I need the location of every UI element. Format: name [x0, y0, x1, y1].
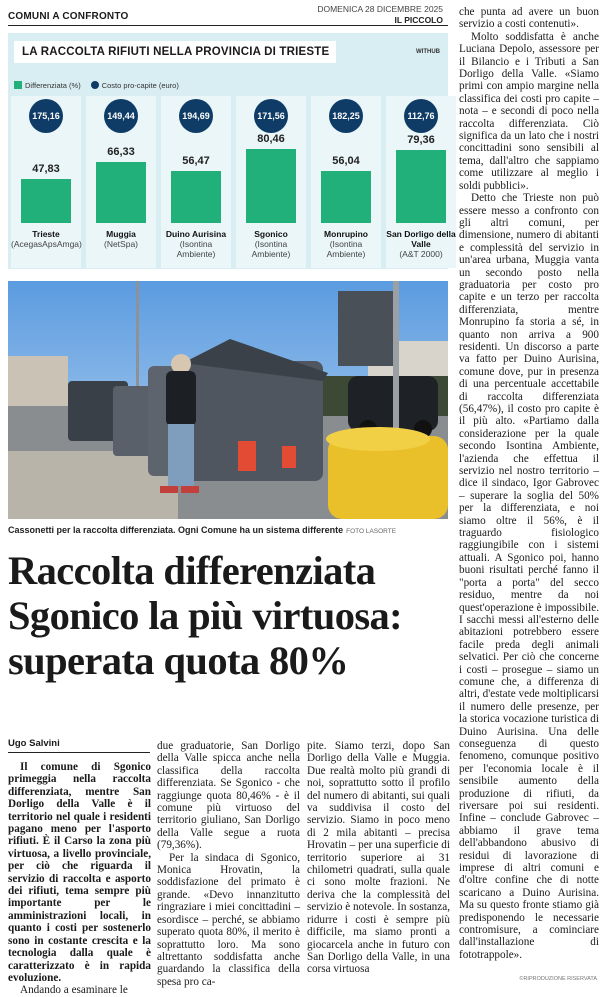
chart-category-name: Muggia [106, 229, 136, 239]
article-paragraph: Per la sindaca di Sgonico, Monica Hrovatin, la soddisfazione del primato è grande. «Devo innanzitutto ringraziare i miei concittadini – esordisce – perché, se abbiamo superato quota 80%, il merito è soprattutto loro. Ma sono altrettanto soddisfatta anche guardando la classifica della spesa pro ca- [157, 851, 300, 988]
byline: Ugo Salvini [8, 738, 150, 753]
chart-cost-circle: 112,76 [404, 99, 438, 133]
chart-bar [246, 149, 296, 223]
chart-cost-circle: 171,56 [254, 99, 288, 133]
chart-category-label [386, 229, 456, 259]
photo-credit: FOTO LASORTE [346, 528, 397, 535]
photo-caption [8, 525, 448, 535]
headline: Raccolta differenziata Sgonico la più virtuosa: superata quota 80% [8, 548, 403, 683]
article-paragraph: pite. Siamo terzi, dopo San Dorligo della Valle e Muggia. Due realtà molto più grandi di noi, soprattutto sotto il profilo del numero di abitanti, sui quali va suddivisa il costo del servizio. Siamo in poco meno di 2 mila abitanti – precisa Hrovatin – per una superficie di territorio superiore ai 31 chilometri quadrati, sulla quale ci sono molte frazioni. Ne deriva che la complessità del servizio è notevole. In sostanza, ridurre i costi è sempre più difficile, ma siamo pronti a giocarcela anche in futuro con San Dorligo della Valle, in una corsa virtuosa [307, 740, 450, 976]
article-paragraph: che punta ad avere un buon servizio a costi contenuti». [459, 6, 599, 31]
chart-bar-value-label: 66,33 [107, 145, 135, 158]
chart-category-label [311, 229, 381, 259]
chart-bar [21, 179, 71, 223]
chart-bar [171, 171, 221, 223]
chart-category-name: Monrupino [324, 229, 368, 239]
chart-category-operator: (AcegasApsAmga) [11, 239, 82, 249]
chart-category-label [86, 229, 156, 249]
article-column-4 [459, 6, 599, 961]
section-label: COMUNI A CONFRONTO [8, 11, 129, 22]
chart-bar [321, 171, 371, 223]
chart-category-operator: (A&T 2000) [399, 249, 443, 259]
chart-bar-value-label: 56,47 [182, 155, 210, 168]
article-paragraph: Molto soddisfatta è anche Luciana Depolo, assessore per il Bilancio e i Tributi a San Dorligo della Valle. «Siamo primi con ampio margine nella classifica dei costi pro capite – nota – e secondi di poco nella raccolta differenziata. Ciò significa da un lato che i nostri concittadini sono sensibili al tema, dall'altro che sappiamo come utilizzare al meglio i soldi pubblici». [459, 30, 599, 192]
chart-bar-value-label: 80,46 [257, 132, 285, 145]
article-paragraph: due graduatorie, San Dorligo della Valle spicca anche nella classifica della raccolta differenziata. Se Sgonico - che raggiunge quota 80,46% - è il comune più virtuoso del territorio giuliano, San Dorligo della Valle segue a ruota (79,36%). [157, 740, 300, 852]
newspaper-name: IL PICCOLO [394, 15, 443, 25]
legend-differenziata-label: Differenziata (%) [25, 81, 81, 90]
article-lead-paragraph: Il comune di Sgonico primeggia nella raccolta differenziata, mentre San Dorligo della Valle è il territorio nel quale i residenti pagano meno per l'asporto rifiuti. È il Carso la zona più virtuosa, a livello provinciale, per ciò che riguarda il servizio di raccolta e asporto dei rifiuti, tema sempre più importante per le amministrazioni locali, in quanto i costi per sostenerlo sono in costante crescita e la tecnologia dalla quale è caratterizzato è in rapida evoluzione. [8, 761, 151, 984]
caption-text: Cassonetti per la raccolta differenziata. Ogni Comune ha un sistema differente [8, 525, 344, 535]
article-paragraph: Detto che Trieste non può essere messo a confronto con gli altri comuni, per dimensione, numero di abitanti e complessità del servizio in un'area urbana, Muggia vanta un secondo posto nella graduatoria per costo pro capite e un terzo per raccolta differenziata, mentre Monrupino fa storia a sé, in quanto non arriva a 900 residenti. Un discorso a parte va fatto per Duino Aurisina, comune dove, pur in presenza di una percentuale accettabile di raccolta differenziata (56,47%), il costo pro capite è il più alto. «Partiamo dalla considerazione per la quale secondo Isontina Ambiente, l'azienda che effettua il servizio nel nostro territorio – dice il sindaco, Igor Gabrovec – superare la soglia del 50% per la differenziata, e noi siamo oltre il 56%, è il traguardo fisiologico raggiungibile con i sistemi attuali. A Sgonico poi, hanno buoni risultati perché fanno il "porta a porta" del secco residuo, mentre da noi quest'operazione è impossibile. I sacchi messi all'esterno delle abitazioni potrebbero essere facile preda degli animali selvatici. Per ciò che concerne i costi – prosegue – siamo un comune che, a differenza di altri, d'estate vede moltiplicarsi il numero delle presenze, per la storica vocazione turistica di Duino Aurisina. Una delle conseguenza di questo fenomeno, comunque positivo per l'economia locale è il sensibile aumento della produzione di rifiuti, da riversare poi sui residenti. Infine – conclude Gabrovec – abbiamo il grave tema dell'abbandono abusivo di residui di lavorazione di imprese di altri comuni e d'oltre confine che di notte scaricano a Duino Aurisina. Ma su questo fronte stiamo già predisponendo le necessarie contromisure, a cominciare dall'installazione di fototrappole». [459, 192, 599, 961]
chart-bar-value-label: 56,04 [332, 155, 360, 168]
date: DOMENICA 28 DICEMBRE 2025 [317, 4, 443, 14]
article-paragraph: Andando a esaminare le [20, 984, 128, 997]
chart-category-operator: (NetSpa) [103, 239, 138, 249]
chart-bar-value-label: 47,83 [32, 162, 60, 175]
chart-category-label [236, 229, 306, 259]
legend-costo-label: Costo pro-capite (euro) [101, 81, 179, 90]
chart-category-label [161, 229, 231, 259]
chart-bar [96, 162, 146, 223]
chart-cost-circle: 194,69 [179, 99, 213, 133]
bar-chart [8, 33, 456, 269]
photo-illustration [8, 281, 448, 519]
chart-category-operator: (Isontina Ambiente) [326, 239, 366, 259]
chart-category-operator: (Isontina Ambiente) [176, 239, 216, 259]
copyright: ©RIPRODUZIONE RISERVATA [519, 976, 597, 982]
chart-bar [396, 150, 446, 223]
chart-cost-circle: 175,16 [29, 99, 63, 133]
infographic-title: LA RACCOLTA RIFIUTI NELLA PROVINCIA DI TRIESTE [22, 46, 330, 58]
chart-cost-circle: 149,44 [104, 99, 138, 133]
infographic [8, 33, 456, 269]
chart-category-name: Trieste [32, 229, 60, 239]
chart-bar-value-label: 79,36 [407, 133, 435, 146]
chart-category-label [11, 229, 81, 249]
infographic-brand: WITHUB [416, 49, 440, 55]
article-column-1 [8, 761, 151, 997]
chart-cost-circle: 182,25 [329, 99, 363, 133]
dateline [305, 4, 443, 26]
chart-category-name: Sgonico [254, 229, 288, 239]
photo-recycling-bins [8, 281, 448, 519]
article-column-2 [157, 740, 300, 988]
chart-category-operator: (Isontina Ambiente) [251, 239, 291, 259]
article-column-3 [307, 740, 450, 976]
chart-category-name: Duino Aurisina [165, 229, 227, 239]
chart-category-name: San Dorligo della Valle [386, 229, 456, 249]
